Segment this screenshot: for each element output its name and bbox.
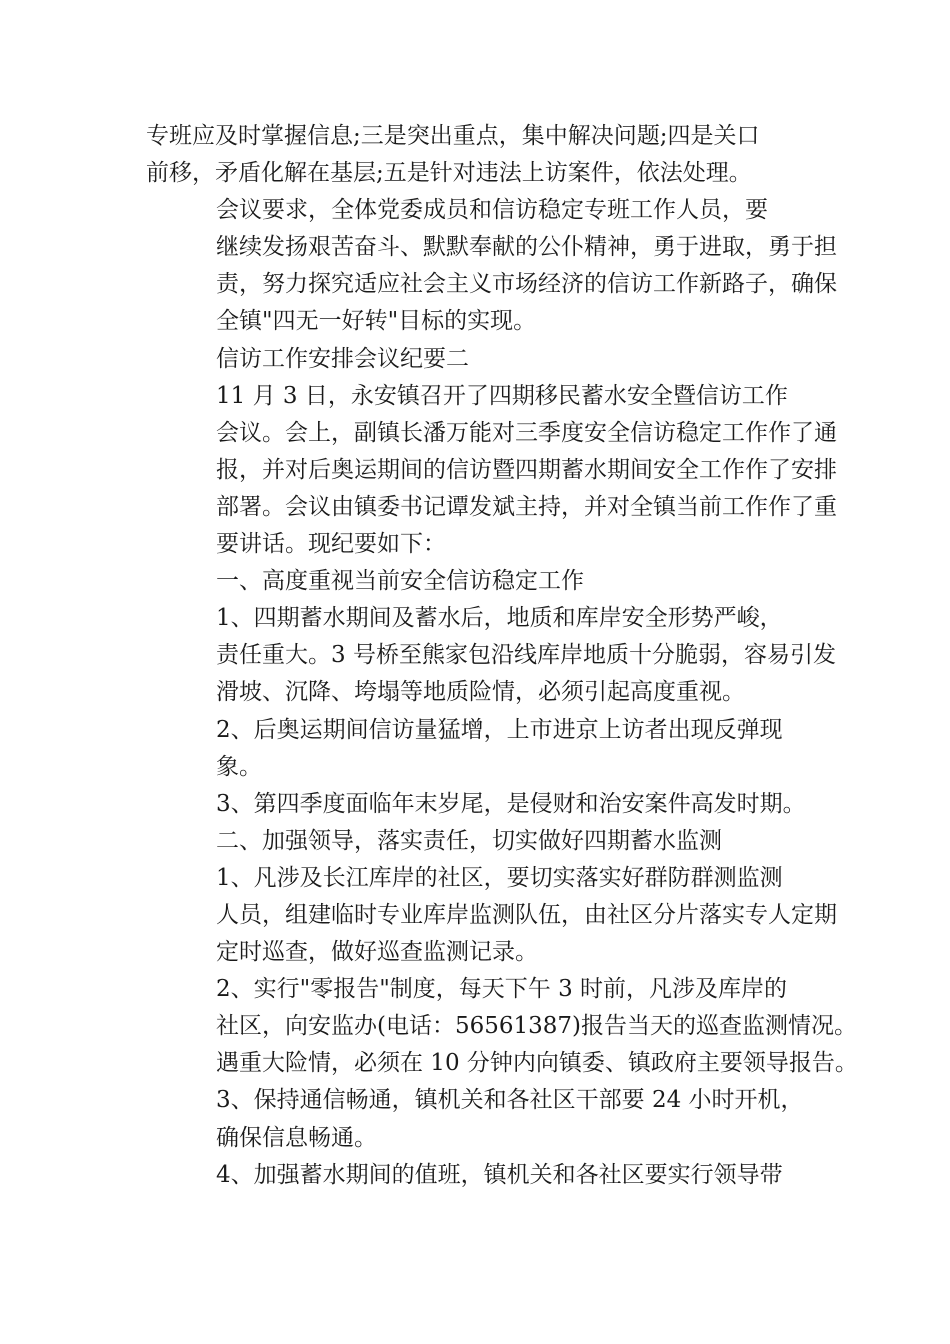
text-line: 确保信息畅通。 [216,1124,377,1151]
document-body [146,118,858,1194]
text-line: 一、高度重视当前安全信访稳定工作 [216,568,584,595]
paragraph [146,860,837,971]
text-line: 继续发扬艰苦奋斗、默默奉献的公仆精神，勇于进取，勇于担 [216,234,837,261]
text-line: 责任重大。3 号桥至熊家包沿线库岸地质十分脆弱，容易引发 [216,642,836,669]
text-line: 前移，矛盾化解在基层;五是针对违法上访案件，依法处理。 [146,160,752,187]
text-line: 3、保持通信畅通，镇机关和各社区干部要 24 小时开机， [216,1087,804,1114]
paragraph [146,378,837,563]
paragraph [146,192,837,340]
text-line: 责，努力探究适应社会主义市场经济的信访工作新路子，确保 [216,271,837,298]
text-line: 信访工作安排会议纪要二 [216,345,469,372]
paragraph [146,563,816,600]
text-line: 部署。会议由镇委书记谭发斌主持，并对全镇当前工作作了重 [216,493,837,520]
text-line: 专班应及时掌握信息;三是突出重点，集中解决问题;四是关口 [146,123,760,149]
text-line: 1、凡涉及长江库岸的社区，要切实落实好群防群测监测 [216,864,783,891]
text-line: 滑坡、沉降、垮塌等地质险情，必须引起高度重视。 [216,679,745,706]
text-line: 会议。会上，副镇长潘万能对三季度安全信访稳定工作作了通 [216,419,837,446]
text-line: 1、四期蓄水期间及蓄水后，地质和库岸安全形势严峻， [216,605,783,632]
text-line: 报，并对后奥运期间的信访暨四期蓄水期间安全工作作了安排 [216,456,837,483]
paragraph [146,971,858,1082]
text-line: 社区，向安监办(电话：56561387)报告当天的巡查监测情况。 [216,1013,858,1040]
paragraph [146,823,816,860]
paragraph [146,1157,816,1194]
text-line: 2、实行"零报告"制度，每天下午 3 时前，凡涉及库岸的 [216,976,788,1003]
text-line: 二、加强领导，落实责任，切实做好四期蓄水监测 [216,827,722,854]
text-line: 遇重大险情，必须在 10 分钟内向镇委、镇政府主要领导报告。 [216,1050,858,1077]
text-line: 要讲话。现纪要如下： [216,531,446,558]
text-line: 定时巡查，做好巡查监测记录。 [216,939,538,966]
text-line: 会议要求，全体党委成员和信访稳定专班工作人员，要 [216,197,768,224]
text-line: 人员，组建临时专业库岸监测队伍，由社区分片落实专人定期 [216,901,837,928]
text-line: 4、加强蓄水期间的值班，镇机关和各社区要实行领导带 [216,1161,783,1188]
text-line: 全镇"四无一好转"目标的实现。 [216,308,537,335]
paragraph [146,341,816,378]
paragraph [146,1082,816,1156]
paragraph [146,600,836,711]
text-line: 2、后奥运期间信访量猛增，上市进京上访者出现反弹现 [216,716,783,743]
paragraph [146,786,816,823]
text-line: 11 月 3 日，永安镇召开了四期移民蓄水安全暨信访工作 [216,382,788,409]
text-line: 象。 [216,753,262,780]
paragraph [146,712,816,786]
paragraph [146,118,816,192]
text-line: 3、第四季度面临年末岁尾，是侵财和治安案件高发时期。 [216,790,806,817]
